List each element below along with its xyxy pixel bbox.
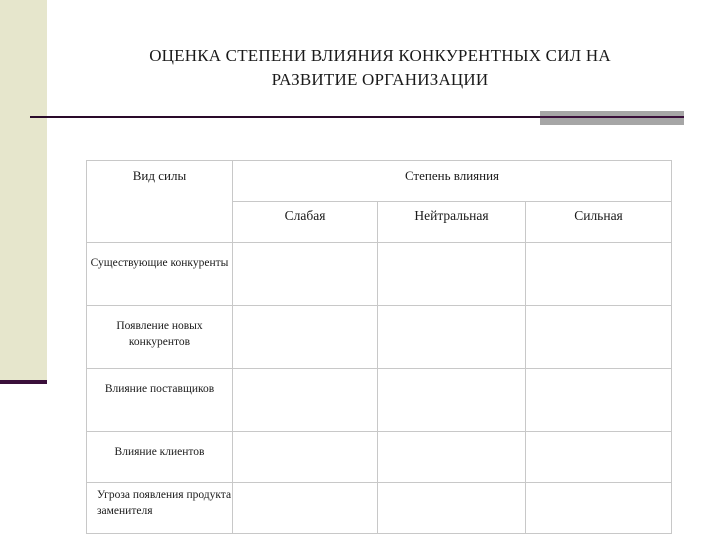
table-cell[interactable]: [378, 432, 526, 483]
title-line-1: ОЦЕНКА СТЕПЕНИ ВЛИЯНИЯ КОНКУРЕНТНЫХ СИЛ НА: [149, 46, 611, 65]
table-cell[interactable]: [233, 369, 378, 432]
left-accent-band: [0, 0, 47, 380]
table-cell[interactable]: [526, 483, 672, 534]
table-cell[interactable]: [378, 483, 526, 534]
left-accent-line: [0, 380, 47, 384]
row-label-substitutes: Угроза появления продукта заменителя: [87, 483, 233, 534]
row-label-clients: Влияние клиентов: [87, 432, 233, 483]
competitive-forces-table: [86, 160, 672, 534]
table-cell[interactable]: [378, 369, 526, 432]
title-divider: [30, 116, 542, 118]
table-cell[interactable]: [526, 432, 672, 483]
table-cell[interactable]: [378, 306, 526, 369]
row-label-existing-competitors: Существующие конкуренты: [87, 243, 233, 306]
row-label-suppliers: Влияние поставщиков: [87, 369, 233, 432]
title-divider-accent-line: [540, 116, 684, 118]
slide-title: [60, 44, 700, 92]
title-divider-accent: [540, 111, 684, 125]
table-cell[interactable]: [233, 306, 378, 369]
subheader-neutral: Нейтральная: [378, 202, 526, 243]
header-force-type: Вид силы: [87, 161, 233, 243]
table-cell[interactable]: [526, 369, 672, 432]
table-cell[interactable]: [526, 243, 672, 306]
table-cell[interactable]: [233, 432, 378, 483]
table-cell[interactable]: [378, 243, 526, 306]
table-cell[interactable]: [233, 243, 378, 306]
header-influence-degree: Степень влияния: [233, 161, 672, 202]
table-cell[interactable]: [233, 483, 378, 534]
row-label-new-competitors: Появление новых конкурентов: [87, 306, 233, 369]
subheader-strong: Сильная: [526, 202, 672, 243]
title-line-2: РАЗВИТИЕ ОРГАНИЗАЦИИ: [271, 70, 489, 89]
subheader-weak: Слабая: [233, 202, 378, 243]
table-cell[interactable]: [526, 306, 672, 369]
